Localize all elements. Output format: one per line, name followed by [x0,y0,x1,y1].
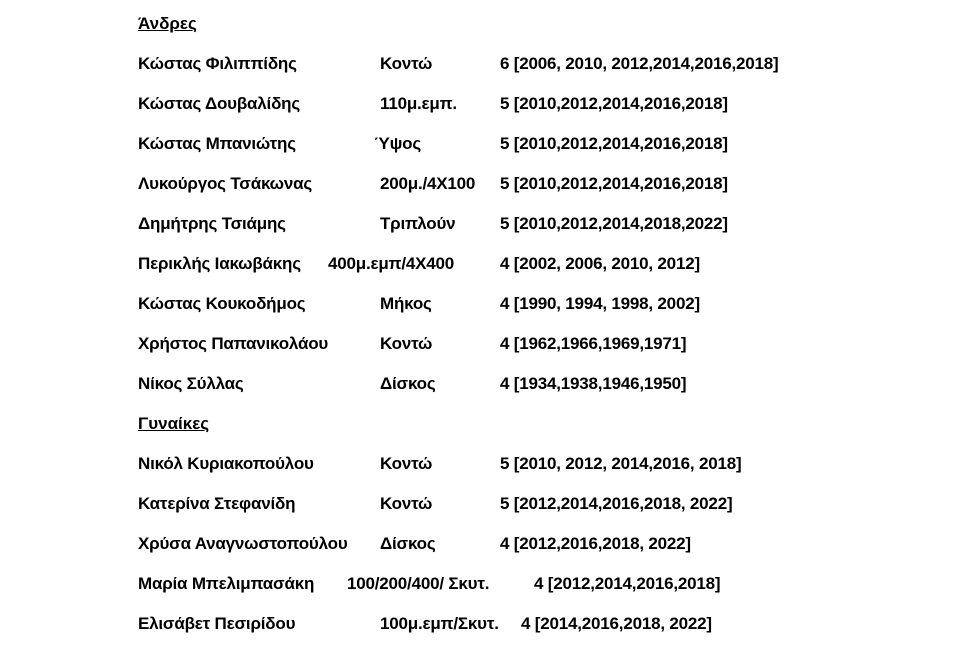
athlete-name: Κώστας Δουβαλίδης [138,94,301,113]
section-heading-women: Γυναίκες [138,414,210,433]
athlete-years: 6 [2006, 2010, 2012,2014,2016,2018] [500,54,779,73]
athlete-name: Κώστας Φιλιππίδης [138,54,297,73]
athlete-row [0,294,975,318]
athlete-years: 4 [2012,2016,2018, 2022] [500,534,691,553]
athlete-row [0,94,975,118]
athlete-name: Νικόλ Κυριακοπούλου [138,454,314,473]
athlete-event: 100/200/400/ Σκυτ. [347,574,490,593]
athlete-years: 4 [2002, 2006, 2010, 2012] [500,254,700,273]
athlete-years: 4 [1962,1966,1969,1971] [500,334,687,353]
athlete-name: Νίκος Σύλλας [138,374,244,393]
athlete-name: Ελισάβετ Πεσιρίδου [138,614,296,633]
athlete-event: Κοντώ [380,334,433,353]
athlete-years: 5 [2010,2012,2014,2018,2022] [500,214,728,233]
athlete-years: 4 [1990, 1994, 1998, 2002] [500,294,700,313]
athlete-years: 4 [1934,1938,1946,1950] [500,374,687,393]
athlete-row [0,374,975,398]
athlete-row [0,574,975,598]
athlete-name: Λυκούργος Τσάκωνας [138,174,312,193]
athlete-years: 5 [2010,2012,2014,2016,2018] [500,134,728,153]
athlete-event: 100μ.εμπ/Σκυτ. [380,614,499,633]
athlete-row [0,614,975,638]
athlete-row [0,454,975,478]
athlete-name: Κώστας Μπανιώτης [138,134,296,153]
athlete-years: 5 [2010, 2012, 2014,2016, 2018] [500,454,742,473]
athlete-event: Δίσκος [380,374,436,393]
athlete-event: Κοντώ [380,54,433,73]
athlete-event: Κοντώ [380,494,433,513]
athlete-row [0,334,975,358]
athlete-years: 4 [2012,2014,2016,2018] [534,574,721,593]
athlete-name: Κατερίνα Στεφανίδη [138,494,296,513]
athlete-row [0,134,975,158]
athlete-name: Περικλής Ιακωβάκης [138,254,301,273]
athlete-years: 5 [2010,2012,2014,2016,2018] [500,94,728,113]
athlete-event: Μήκος [380,294,432,313]
athlete-event: Ύψος [374,134,421,153]
athlete-row [0,494,975,518]
athlete-event: 200μ./4Χ100 [380,174,476,193]
athlete-name: Κώστας Κουκοδήμος [138,294,306,313]
athlete-row [0,534,975,558]
athlete-row [0,214,975,238]
athlete-event: Τριπλούν [380,214,456,233]
athlete-row [0,254,975,278]
athlete-name: Χρήστος Παπανικολάου [138,334,329,353]
athlete-event: 400μ.εμπ/4Χ400 [328,254,455,273]
athlete-event: Κοντώ [380,454,433,473]
athlete-name: Μαρία Μπελιμπασάκη [138,574,315,593]
athlete-years: 5 [2012,2014,2016,2018, 2022] [500,494,733,513]
athlete-name: Χρύσα Αναγνωστοπούλου [138,534,348,553]
athlete-event: 110μ.εμπ. [380,94,457,113]
athlete-row [0,54,975,78]
athlete-name: Δημήτρης Τσιάμης [138,214,286,233]
athlete-years: 4 [2014,2016,2018, 2022] [521,614,712,633]
athlete-event: Δίσκος [380,534,436,553]
section-heading-men: Άνδρες [138,14,197,33]
athlete-row [0,174,975,198]
athlete-years: 5 [2010,2012,2014,2016,2018] [500,174,728,193]
